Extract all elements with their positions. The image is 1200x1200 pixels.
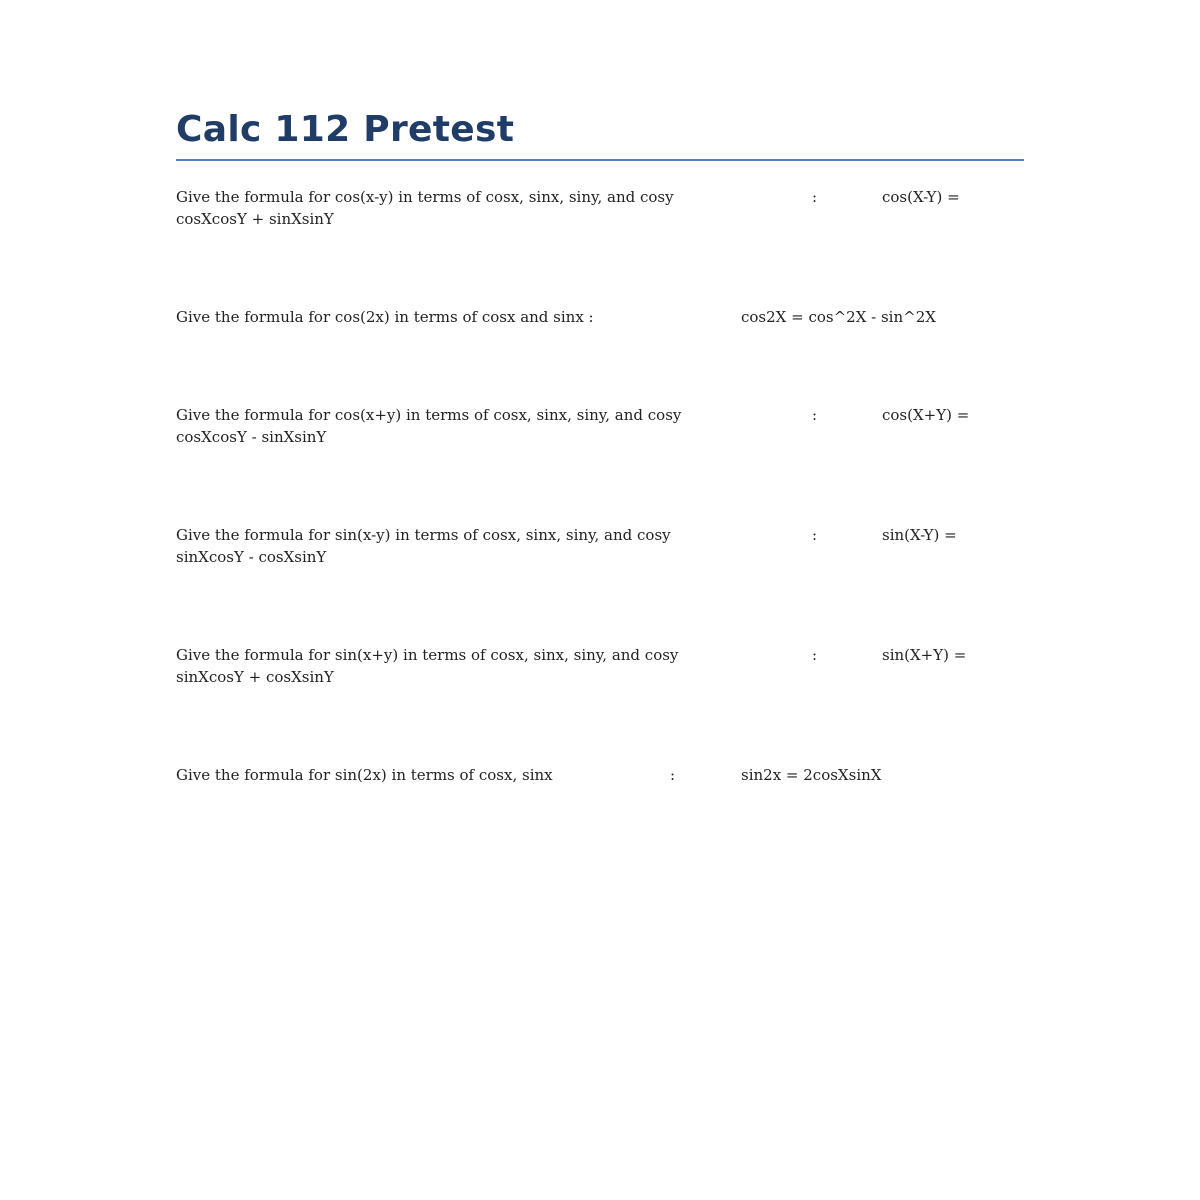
question-separator: : [670, 766, 676, 784]
question-cos-2x [176, 306, 1024, 328]
question-cos-x-minus-y [176, 186, 1024, 230]
answer-continued: cosXcosY - sinXsinY [176, 428, 327, 446]
question-separator: : [812, 188, 818, 206]
question-separator: : [812, 646, 818, 664]
answer-continued: sinXcosY + cosXsinY [176, 668, 334, 686]
question-separator: : [812, 526, 818, 544]
answer-lead: sin(X+Y) = [882, 646, 967, 664]
question-prompt: Give the formula for cos(x+y) in terms of cosx, sinx, siny, and cosy [176, 406, 682, 424]
question-prompt: Give the formula for cos(x-y) in terms of cosx, sinx, siny, and cosy [176, 188, 674, 206]
answer-continued: sinXcosY - cosXsinY [176, 548, 327, 566]
answer-lead: sin(X-Y) = [882, 526, 957, 544]
question-sin-x-plus-y [176, 644, 1024, 688]
question-prompt: Give the formula for cos(2x) in terms of cosx and sinx : [176, 308, 594, 326]
question-prompt: Give the formula for sin(x-y) in terms of cosx, sinx, siny, and cosy [176, 526, 671, 544]
question-sin-x-minus-y [176, 524, 1024, 568]
answer-continued: cosXcosY + sinXsinY [176, 210, 334, 228]
title-underline [176, 159, 1024, 161]
question-sin-2x [176, 764, 1024, 786]
answer-lead: cos2X = cos^2X - sin^2X [741, 308, 936, 326]
question-prompt: Give the formula for sin(2x) in terms of cosx, sinx [176, 766, 553, 784]
document-title: Calc 112 Pretest [176, 109, 515, 150]
answer-lead: sin2x = 2cosXsinX [741, 766, 882, 784]
question-prompt: Give the formula for sin(x+y) in terms of cosx, sinx, siny, and cosy [176, 646, 679, 664]
question-cos-x-plus-y [176, 404, 1024, 448]
answer-lead: cos(X+Y) = [882, 406, 970, 424]
question-separator: : [812, 406, 818, 424]
document-page [176, 108, 1024, 161]
answer-lead: cos(X-Y) = [882, 188, 960, 206]
